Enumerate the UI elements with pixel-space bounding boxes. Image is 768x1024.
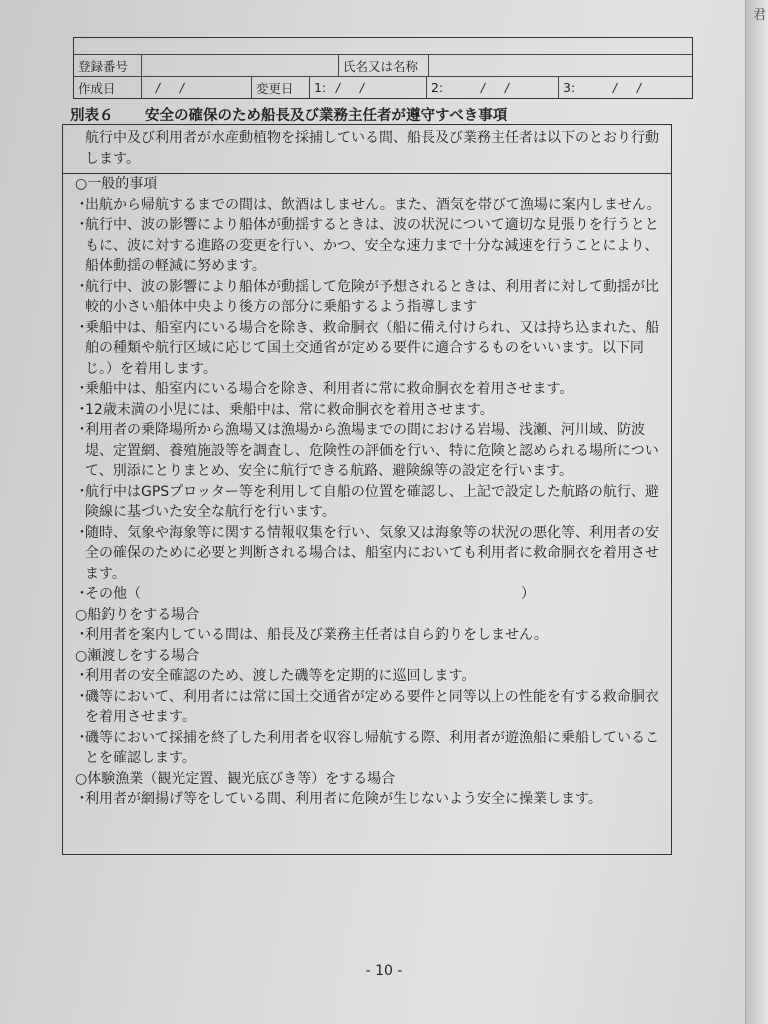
header-top-row — [74, 38, 692, 55]
table-number: 別表６ — [70, 108, 114, 124]
section-heading: ○船釣りをする場合 — [75, 606, 200, 623]
list-item: ・ 磯等において採捕を終了した利用者を収容し帰航する際、利用者が遊漁船に乗船していることを確認します。 — [75, 729, 659, 766]
reg-no-label: 登録番号 — [74, 55, 142, 76]
rules-body — [63, 174, 671, 810]
intro-text: 航行中及び利用者が水産動植物を採捕している間、船長及び業務主任者は以下のとおり行動します。 — [63, 125, 671, 174]
section-heading: ○体験漁業（観光定置、観光底びき等）をする場合 — [75, 770, 396, 787]
header-row-dates — [74, 77, 692, 98]
section-heading: ○瀬渡しをする場合 — [75, 647, 200, 664]
list-item: ・ 航行中、波の影響により船体が動揺するときは、波の状況について適切な見張りを行うとともに、波に対する進路の変更を行い、かつ、安全な速力まで十分な減速を行うことにより、船体動揺の軽減に努めます。 — [75, 217, 659, 274]
adjacent-page-char: 君 — [752, 8, 766, 23]
list-item: ・ 磯等において、利用者には常に国土交通省が定める要件と同等以上の性能を有する救命胴衣を着用させます。 — [75, 688, 659, 725]
list-item: ・ 随時、気象や海象等に関する情報収集を行い、気象又は海象等の状況の悪化等、利用者の安全の確保のために必要と判断される場合は、船室内においても利用者に救命胴衣を着用させます。 — [75, 524, 659, 582]
change-2: 2: / / — [427, 77, 559, 98]
change-1: 1: / / — [310, 77, 427, 98]
list-item: ・ 利用者が網揚げ等をしている間、利用者に危険が生じないよう安全に操業します。 — [75, 791, 602, 807]
changed-label: 変更日 — [252, 77, 310, 98]
other-label: その他（ — [85, 586, 141, 602]
header-form-table — [73, 37, 693, 99]
section-general — [75, 174, 665, 605]
page-number: - 10 - — [365, 963, 403, 979]
adjacent-page-edge — [745, 0, 768, 1024]
section-experience-fishing — [75, 769, 665, 810]
other-item: ・ その他（ ） — [75, 584, 665, 605]
section-heading: ○一般的事項 — [75, 176, 158, 192]
table-title-text: 安全の確保のため船長及び業務主任者が遵守すべき事項 — [145, 108, 508, 124]
name-value — [429, 55, 692, 76]
list-item: ・ 利用者の安全確認のため、渡した磯等を定期的に巡回します。 — [75, 668, 476, 684]
table-title — [70, 104, 670, 125]
list-item: ・ 乗船中は、船室内にいる場合を除き、救命胴衣（船に備え付けられ、又は持ち込まれた、船舶の種類や航行区域に応じて国土交通省が定める要件に適合するものをいいます。以下同じ。）を着用します。 — [75, 319, 660, 377]
change-3: 3: / / — [563, 80, 643, 95]
section-rock-transfer — [75, 646, 665, 769]
list-item: ・ 利用者の乗降場所から漁場又は漁場から漁場までの間における岩場、浅瀬、河川域、防波堤、定置網、養殖施設等を調査し、危険性の評価を行い、特に危険と認められる場所について、別添にとりまとめ、安全に航行できる航路、避険線等の設定を行います。 — [75, 422, 659, 479]
other-close: ） — [521, 586, 535, 602]
created-label: 作成日 — [74, 77, 142, 98]
reg-no-value — [142, 55, 339, 76]
list-item: ・ 12歳未満の小児には、乗船中は、常に救命胴衣を着用させます。 — [75, 401, 494, 418]
list-item: ・ 航行中、波の影響により船体が動揺して危険が予想されるときは、利用者に対して動揺が比較的小さい船体中央より後方の部分に乗船するよう指導します — [75, 278, 659, 315]
section-boat-fishing — [75, 605, 665, 646]
rules-box — [62, 124, 672, 855]
list-item: ・ 利用者を案内している間は、船長及び業務主任者は自ら釣りをしません。 — [75, 627, 548, 643]
name-label: 氏名又は名称 — [339, 55, 429, 76]
list-item: ・ 航行中はGPSプロッター等を利用して自船の位置を確認し、上記で設定した航路の航行、避険線に基づいた安全な航行を行います。 — [75, 483, 659, 520]
created-value: / / — [142, 77, 252, 98]
list-item: ・ 出航から帰航するまでの間は、飲酒はしません。また、酒気を帯びて漁場に案内しません。 — [75, 196, 661, 213]
list-item: ・ 乗船中は、船室内にいる場合を除き、利用者に常に救命胴衣を着用させます。 — [75, 381, 574, 397]
header-row-registration — [74, 55, 692, 77]
